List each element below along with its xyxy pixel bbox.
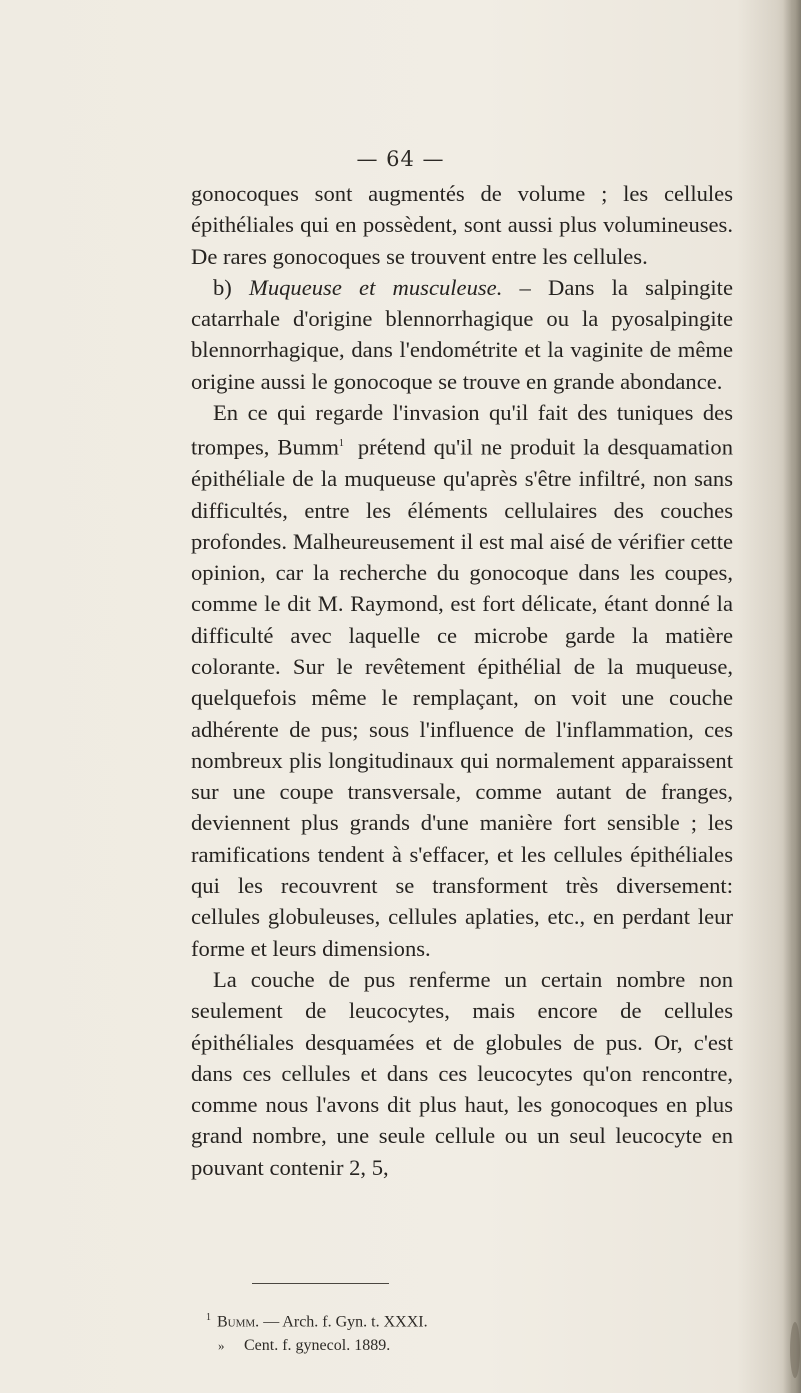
footnotes [206, 1306, 606, 1358]
body-text [191, 178, 733, 1183]
footnote-2 [206, 1334, 606, 1358]
section-label: b) [213, 274, 232, 300]
footnote-2-source: Cent. f. gynecol. 1889. [244, 1337, 391, 1355]
page-edge-marks [761, 0, 801, 1393]
edge-band [791, 0, 801, 1393]
ditto-mark: » [218, 1338, 225, 1354]
footnote-reference: 1 [338, 438, 344, 450]
page-number: — 64 — [356, 147, 445, 171]
paragraph-1: gonocoques sont augmentés de volume ; les cellules épithéliales qui en possèdent, sont aussi plus volumineuses. De rares gonocoques se trouvent entre les cellules. [191, 181, 733, 269]
paragraph-2-text: – Dans la salpingite catarrhale d'origine blennorrhagique ou la pyosalpingite blennorrhagique, dans l'endométrite et la vaginite de même origine aussi le gonocoque se trouve en grande abondance. [191, 274, 733, 394]
footnote-1 [206, 1306, 606, 1334]
paragraph-3 [191, 397, 733, 964]
paragraph-3-text-start: En ce qui regarde l'invasion qu'il fait des tuniques des trompes, Bumm [191, 400, 733, 460]
footnote-rule [252, 1283, 389, 1284]
footnote-author: Bumm. [217, 1313, 260, 1331]
paragraph-3-text-end: prétend qu'il ne produit la desquamation épithéliale de la muqueuse qu'après s'être infiltré, non sans difficultés, entre les éléments cellulaires des couches profondes. Malheureusement il est mal aisé de vérifier cette opinion, car la recherche du gonocoque dans les coupes, comme le dit M. Raymond, est fort délicate, étant donné la difficulté avec laquelle ce microbe garde la matière colorante. Sur le revêtement épithélial de la muqueuse, quelquefois même le remplaçant, on voit une couche adhérente de pus; sous l'influence de l'inflammation, ces nombreux plis longitudinaux qui normalement apparaissent sur une coupe transversale, comme autant de franges, deviennent plus grands d'une manière fort sensible ; les ramifications tendent à s'effacer, et les cellules épithéliales qui les recouvrent se transforment très diversement: cellules globuleuses, cellules aplaties, etc., en perdant leur forme et leurs dimensions. [191, 434, 734, 961]
edge-stain [790, 1322, 800, 1378]
footnote-1-source: — Arch. f. Gyn. t. XXXI. [259, 1313, 428, 1331]
footnote-marker: 1 [206, 1312, 211, 1323]
paragraph-4: La couche de pus renferme un certain nombre non seulement de leucocytes, mais encore de cellules épithéliales desquamées et de globules de pus. Or, c'est dans ces cellules et dans ces leucocytes qu'on rencontre, comme nous l'avons dit plus haut, les gonocoques en plus grand nombre, une seule cellule ou un seul leucocyte en pouvant contenir 2, 5, [191, 966, 733, 1180]
section-title: Muqueuse et musculeuse. [249, 274, 503, 300]
paragraph-2 [191, 272, 733, 397]
